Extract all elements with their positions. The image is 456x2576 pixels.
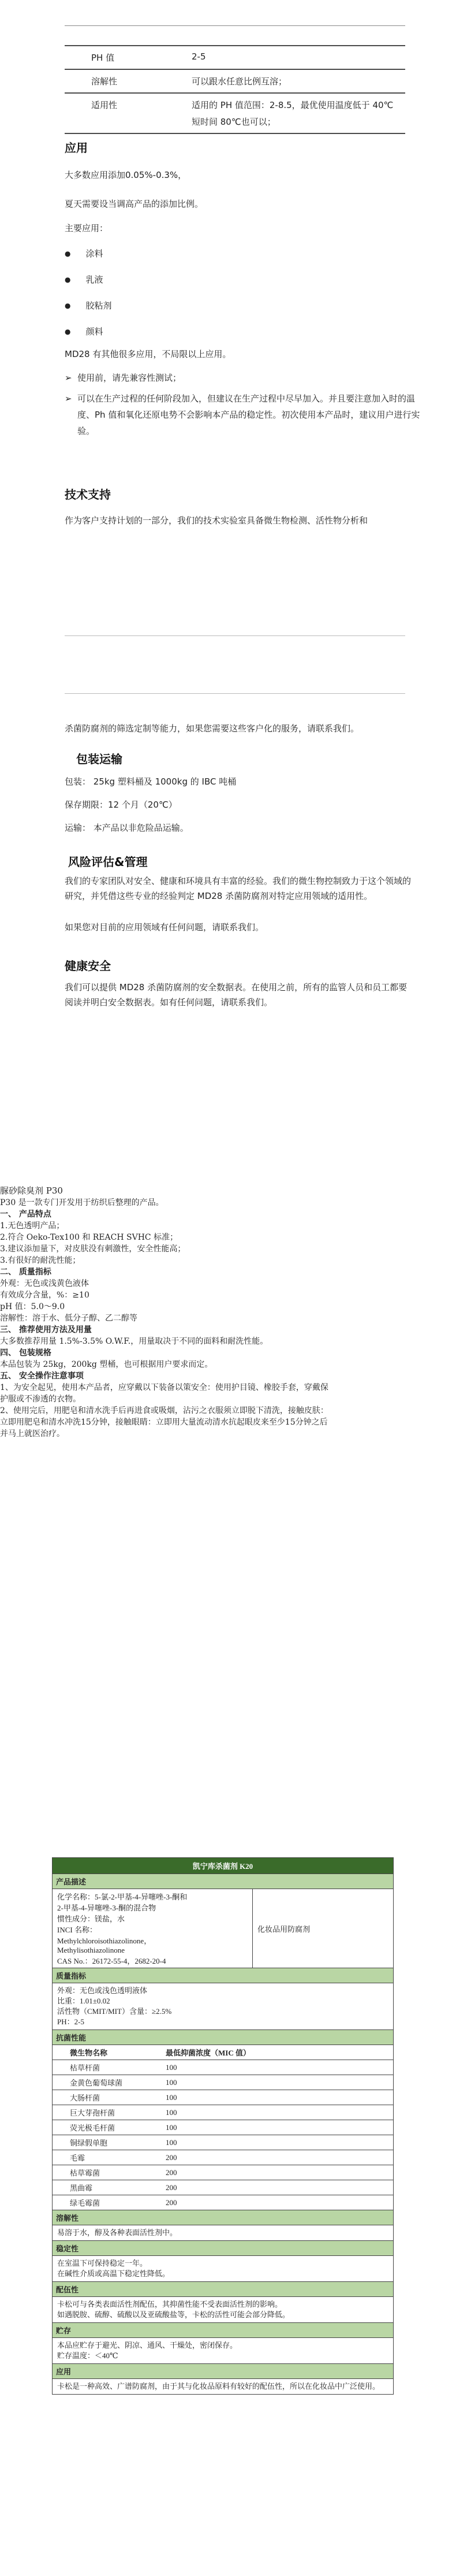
mic-value: 100	[161, 2075, 393, 2090]
k20-title: 凯宁库杀菌剂 K20	[53, 1858, 393, 1874]
use-item: ● 颜料	[65, 325, 103, 337]
mic-header: 最低抑菌浓度（MIC 值）	[161, 2045, 393, 2060]
mic-value: 100	[161, 2090, 393, 2105]
quality-line: PH：2-5	[57, 2017, 84, 2026]
section-header: 抗菌性能	[53, 2029, 393, 2045]
mic-value: 100	[161, 2105, 393, 2120]
solubility-text: 易溶于水，醇及各种表面活性剂中。	[53, 2225, 393, 2240]
section-heading-tech: 技术支持	[65, 488, 111, 501]
quality-line: 外观：无色或浅色透明液体	[57, 1986, 148, 1995]
tech-text-cont: 杀菌防腐剂的筛选定制等能力，如果您需要这些客户化的服务，请联系我们。	[65, 723, 360, 734]
risk-text: 我们的专家团队对安全、健康和环境具有丰富的经验。我们的微生物控制致力于这个领域的研究，并凭借这些专业的经验判定 MD28 杀菌防腐剂对特定应用领域的适用性。	[65, 876, 412, 901]
prop-key: 适用性	[91, 100, 118, 110]
p30-feature: 3.建议添加量下，对皮肤没有刺激性，安全性能高；	[0, 1244, 186, 1254]
chem-line: 2-甲基-4-异噻唑-3-酮的混合物	[57, 1904, 156, 1912]
mic-organism: 绿毛霉菌	[53, 2195, 161, 2210]
section-heading-application: 应用	[65, 141, 88, 155]
mic-value: 100	[161, 2060, 393, 2075]
quality-line: 活性物（CMIT/MIT）含量：≥2.5%	[57, 2007, 172, 2016]
section-header: 稳定性	[53, 2240, 393, 2255]
section-header: 配伍性	[53, 2281, 393, 2296]
stability-cell	[53, 2255, 393, 2281]
stability-line: 在碱性介质或高温下稳定性降低。	[57, 2269, 170, 2278]
divider	[65, 635, 405, 636]
usage-cell: 化妆品用防腐剂	[253, 1889, 394, 1968]
prop-key: 溶解性	[91, 76, 118, 87]
p30-feature: 3.有很好的耐洗性能；	[0, 1256, 81, 1265]
section-header: 产品描述	[53, 1874, 393, 1889]
section-header: 贮存	[53, 2322, 393, 2337]
p30-heading: 二、 质量指标	[0, 1267, 51, 1277]
p30-feature: 2.符合 Oeko-Tex100 和 REACH SVHC 标准；	[0, 1233, 178, 1242]
p30-heading: 五、 安全操作注意事项	[0, 1371, 84, 1381]
use-item: ● 涂料	[65, 247, 103, 259]
chem-line: CAS No.：26172-55-4，2682-20-4	[57, 1957, 166, 1965]
p30-pack: 本品包装为 25kg，200kg 塑桶，也可根据用户要求而定。	[0, 1360, 213, 1369]
chem-line: 化学名称：5-氯-2-甲基-4-异噻唑-3-酮和	[57, 1893, 188, 1901]
p30-quality: pH 值：5.0～9.0	[0, 1302, 65, 1311]
storage-cell	[53, 2337, 393, 2363]
md28-document	[0, 0, 456, 716]
chem-line: Methylchloroisothiazolinone，	[57, 1936, 152, 1945]
tech-text: 作为客户支持计划的一部分，我们的技术实验室具备微生物检测、活性物分析和	[65, 515, 368, 526]
p30-safety: 2、使用完后，用肥皂和清水洗手后再进食或吸烟，沾污之衣服须立即脱下清洗，接触皮肤：立即用肥皂和清水冲洗15分钟，接触眼睛：立即用大量流动清水抗起眼皮来至少15分钟之后并马上就医治疗。	[0, 1406, 328, 1438]
k20-spec-sheet	[52, 1857, 394, 2395]
dosage-text: 大多数应用添加0.05%-0.3%，	[65, 170, 187, 180]
p30-title: 脲砂除臭剂 P30	[0, 1185, 63, 1196]
mic-organism: 荧光极毛杆菌	[53, 2120, 161, 2135]
desc-table	[53, 1889, 393, 1968]
mic-organism: 金黄色葡萄球菌	[53, 2075, 161, 2090]
mic-value: 100	[161, 2120, 393, 2135]
quality-cell	[53, 1983, 393, 2029]
summer-note: 夏天需要设当调高产品的添加比例。	[65, 199, 204, 209]
section-header: 应用	[53, 2363, 393, 2378]
use-item: ● 乳液	[65, 273, 103, 285]
mic-organism: 毛霉	[53, 2150, 161, 2165]
mic-header: 微生物名称	[53, 2045, 161, 2060]
compat-line: 卡松可与各类表面活性剂配伍，其抑菌性能不受表面活性剂的影响。	[57, 2300, 283, 2309]
pack-line: 运输： 本产品以非危险品运输。	[65, 823, 189, 833]
p30-document	[0, 1184, 456, 1554]
application-text: 卡松是一种高效、广谱防腐剂，由于其与化妆品原料有较好的配伍性，所以在化妆品中广泛使用。	[53, 2378, 393, 2394]
mic-value: 200	[161, 2195, 393, 2210]
storage-line: 贮存温度：＜40℃	[57, 2351, 118, 2360]
prop-value: 可以跟水任意比例互溶；	[192, 76, 287, 87]
mic-value: 100	[161, 2135, 393, 2150]
pack-line: 包装： 25kg 塑料桶及 1000kg 的 IBC 吨桶	[65, 776, 237, 787]
mic-table	[53, 2045, 393, 2210]
storage-line: 本品应贮存于避光、阴凉、通风、干燥处，密闭保存。	[57, 2341, 238, 2350]
p30-intro: P30 是一款专门开发用于纺织后整理的产品。	[0, 1198, 164, 1207]
chem-line: 惯性成分：镁盐，水	[57, 1915, 125, 1923]
p30-heading: 一、 产品特点	[0, 1210, 51, 1219]
section-header: 质量指标	[53, 1968, 393, 1983]
prop-value: 2-5	[192, 51, 206, 62]
prop-key: PH 值	[91, 53, 115, 63]
section-heading-risk: 风险评估&管理	[68, 855, 148, 869]
chem-line: INCI 名称：	[57, 1926, 97, 1934]
mic-organism: 黑曲霉	[53, 2180, 161, 2195]
compat-cell	[53, 2296, 393, 2322]
compat-line: 如遇脱胺、硫醇、硫酸以及亚硫酸盐等，卡松的活性可能会部分降低。	[57, 2310, 290, 2319]
p30-quality: 外观：无色或浅黄色液体	[0, 1279, 89, 1288]
section-heading-pack: 包装运输	[76, 752, 122, 766]
mic-organism: 枯草杆菌	[53, 2060, 161, 2075]
pack-line: 保存期限：12 个月（20℃）	[65, 800, 177, 810]
p30-quality: 溶解性：溶于水、低分子醇、乙二醇等	[0, 1314, 137, 1323]
health-text: 我们可以提供 MD28 杀菌防腐剂的安全数据表。在使用之前，所有的监管人员和员工都要阅读并明白安全数据表。如有任何问题，请联系我们。	[65, 982, 408, 1008]
divider	[65, 693, 405, 694]
prop-value-2: 短时间 80℃也可以；	[192, 117, 276, 127]
mic-organism: 巨大芽孢杆菌	[53, 2105, 161, 2120]
chem-line: Methylisothiazolinone	[57, 1946, 125, 1954]
mic-value: 200	[161, 2165, 393, 2180]
divider	[65, 25, 405, 26]
mic-value: 200	[161, 2150, 393, 2165]
p30-usage: 大多数推荐用量 1.5%-3.5% O.W.F.，用量取决于不同的面料和耐洗性能。	[0, 1337, 268, 1346]
section-heading-health: 健康安全	[65, 959, 111, 973]
property-table	[65, 45, 405, 134]
p30-feature: 1.无色透明产品；	[0, 1221, 65, 1231]
other-uses-note: MD28 有其他很多应用，不局限以上应用。	[65, 349, 231, 359]
use-item: ● 胶粘剂	[65, 299, 112, 311]
stability-line: 在室温下可保持稳定一年。	[57, 2259, 148, 2268]
compat-tip: ➢ 使用前，请先兼容性测试；	[65, 370, 421, 386]
chem-cell	[53, 1889, 253, 1968]
main-uses-label: 主要应用：	[65, 223, 109, 233]
mic-organism: 铜绿假单胞	[53, 2135, 161, 2150]
prop-value: 适用的 PH 值范围：2-8.5，最优使用温度低于 40℃	[192, 100, 394, 110]
p30-safety: 1、为安全起见，使用本产品者，应穿戴以下装备以策安全：使用护目镜、橡胶手套，穿戴保护服或不渗透的衣物。	[0, 1383, 328, 1404]
mic-organism: 大肠杆菌	[53, 2090, 161, 2105]
p30-quality: 有效成分含量，%：≥10	[0, 1291, 89, 1300]
addition-tip: ➢ 可以在生产过程的任何阶段加入，但建议在生产过程中尽早加入。并且要注意加入时的温度、Ph 值和氧化还原电势不会影响本产品的稳定性。初次使用本产品时，建议用户进行实验。	[65, 391, 421, 439]
mic-organism: 枯草霉菌	[53, 2165, 161, 2180]
section-header: 溶解性	[53, 2210, 393, 2225]
risk-text-2: 如果您对目前的应用领域有任何问题，请联系我们。	[65, 922, 264, 932]
p30-heading: 三、 推荐使用方法及用量	[0, 1325, 92, 1335]
p30-heading: 四、 包装规格	[0, 1348, 51, 1358]
quality-line: 比重：1.01±0.02	[57, 1997, 110, 2005]
mic-value: 200	[161, 2180, 393, 2195]
